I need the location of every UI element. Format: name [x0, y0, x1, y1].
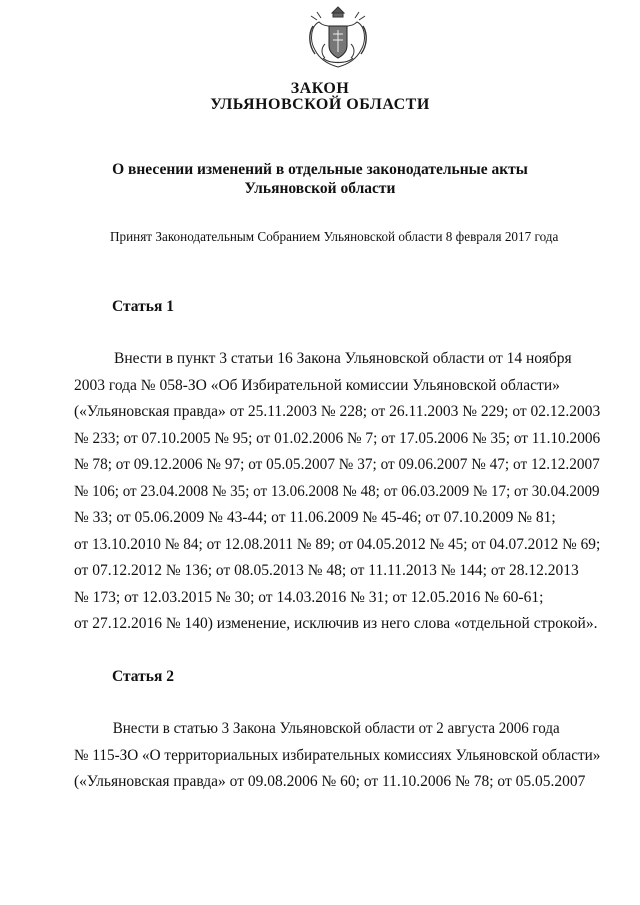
text-line: № 115-ЗО «О территориальных избирательных комиссиях Ульяновской области»: [74, 746, 601, 764]
text-line: («Ульяновская правда» от 25.11.2003 № 228; от 26.11.2003 № 229; от 02.12.2003: [74, 403, 601, 420]
law-label: ЗАКОН: [290, 80, 350, 97]
adoption-note: Принят Законодательным Собранием Ульяновской области 8 февраля 2017 года: [110, 229, 559, 244]
article-2-text: [74, 716, 600, 796]
article-1-text: [74, 346, 600, 638]
document-title-line: Ульяновской области: [244, 180, 396, 197]
text-line: от 07.12.2012 № 136; от 08.05.2013 № 48; от 11.11.2013 № 144; от 28.12.2013: [74, 562, 579, 579]
text-line: Внести в статью 3 Закона Ульяновской области от 2 августа 2006 года: [112, 720, 560, 737]
text-line: № 78; от 09.12.2006 № 97; от 05.05.2007 № 37; от 09.06.2007 № 47; от 12.12.2007: [74, 456, 600, 473]
text-line: от 27.12.2016 № 140) изменение, исключив из него слова «отдельной строкой».: [74, 615, 598, 632]
text-line: Внести в пункт 3 статьи 16 Закона Ульяновской области от 14 ноября: [114, 350, 572, 367]
article-1-heading: Статья 1: [112, 298, 174, 315]
text-line: от 13.10.2010 № 84; от 12.08.2011 № 89; от 04.05.2012 № 45; от 04.07.2012 № 69;: [74, 535, 601, 553]
document-title-line: О внесении изменений в отдельные законодательные акты: [112, 161, 528, 178]
text-line: № 106; от 23.04.2008 № 35; от 13.06.2008 № 48; от 06.03.2009 № 17; от 30.04.2009: [74, 482, 600, 500]
text-line: («Ульяновская правда» от 09.08.2006 № 60; от 11.10.2006 № 78; от 05.05.2007: [74, 773, 586, 790]
article-2-heading: Статья 2: [112, 668, 174, 685]
text-line: № 33; от 05.06.2009 № 43-44; от 11.06.2009 № 45-46; от 07.10.2009 № 81;: [74, 509, 556, 526]
region-name: УЛЬЯНОВСКОЙ ОБЛАСТИ: [210, 96, 430, 113]
document-title: [0, 160, 640, 198]
text-line: 2003 года № 058-ЗО «Об Избирательной комиссии Ульяновской области»: [74, 376, 560, 394]
coat-of-arms-emblem: [305, 4, 371, 70]
text-line: № 173; от 12.03.2015 № 30; от 14.03.2016 № 31; от 12.05.2016 № 60-61;: [74, 588, 544, 606]
text-line: № 233; от 07.10.2005 № 95; от 01.02.2006 № 7; от 17.05.2006 № 35; от 11.10.2006: [74, 429, 601, 447]
